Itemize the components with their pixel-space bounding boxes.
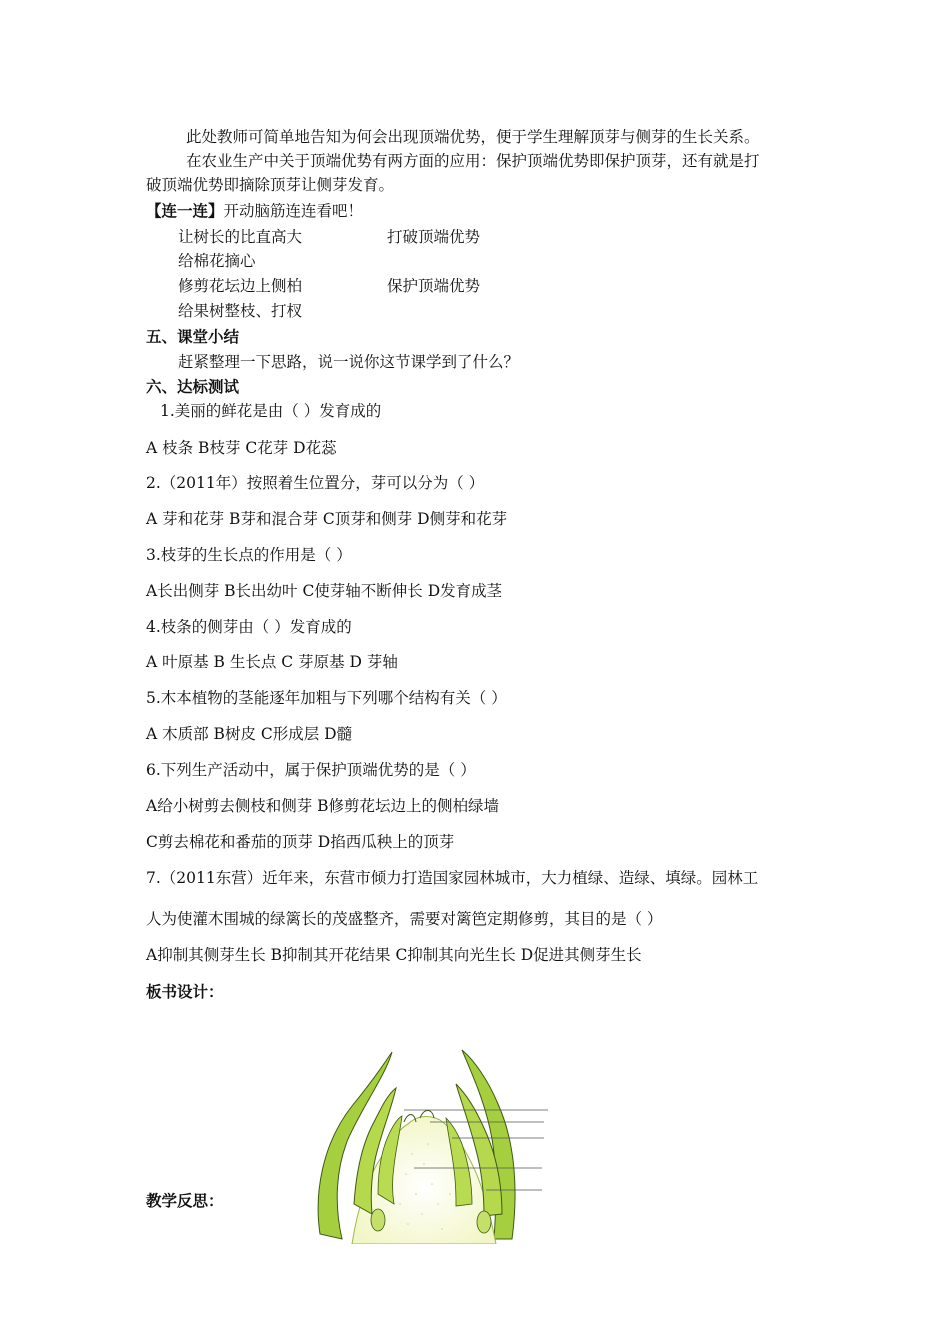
summary-text: 赶紧整理一下思路，说一说你这节课学到了什么？ [178, 353, 520, 371]
question-1-options: A 枝条 B枝芽 C花芽 D花蕊 [146, 439, 337, 457]
lateral-bud-left [371, 1209, 385, 1231]
intro-paragraph-1: 此处教师可简单地告知为何会出现顶端优势，便于学生理解顶芽与侧芽的生长关系。 [186, 128, 760, 146]
match-right-item-2: 保护顶端优势 [387, 277, 481, 295]
question-1: 1.美丽的鲜花是由（ ）发育成的 [160, 402, 382, 420]
question-3: 3.枝芽的生长点的作用是（ ） [146, 546, 352, 564]
teaching-reflection-heading: 教学反思： [146, 1192, 224, 1210]
summary-heading: 五、课堂小结 [146, 328, 240, 346]
intro-paragraph-2-line-2: 破顶端优势即摘除顶芽让侧芽发育。 [146, 176, 395, 194]
test-heading: 六、达标测试 [146, 378, 240, 396]
match-left-item-2: 给棉花摘心 [178, 252, 256, 270]
question-7-line-1: 7.（2011东营）近年来，东营市倾力打造国家园林城市，大力植绿、造绿、填绿。园林工 [146, 869, 759, 887]
match-left-item-1: 让树长的比直高大 [178, 228, 303, 246]
question-2: 2.（2011年）按照着生位置分，芽可以分为（ ） [146, 474, 485, 492]
question-6-options-cd: C剪去棉花和番茄的顶芽 D掐西瓜秧上的顶芽 [146, 833, 455, 851]
lateral-bud-right [477, 1211, 491, 1233]
question-3-options: A长出侧芽 B长出幼叶 C使芽轴不断伸长 D发育成茎 [146, 582, 503, 600]
question-6-options-ab: A给小树剪去侧枝和侧芽 B修剪花坛边上的侧柏绿墙 [146, 797, 500, 815]
matching-heading: 【连一连】 [146, 202, 224, 220]
question-5: 5.木本植物的茎能逐年加粗与下列哪个结构有关（ ） [146, 689, 507, 707]
match-left-item-4: 给果树整枝、打杈 [178, 302, 303, 320]
board-design-heading: 板书设计： [146, 983, 224, 1001]
question-6: 6.下列生产活动中，属于保护顶端优势的是（ ） [146, 761, 476, 779]
question-7-options: A抑制其侧芽生长 B抑制其开花结果 C抑制其向光生长 D促进其侧芽生长 [146, 946, 642, 964]
question-4-options: A 叶原基 B 生长点 C 芽原基 D 芽轴 [146, 653, 398, 671]
match-left-item-3: 修剪花坛边上侧柏 [178, 277, 303, 295]
intro-paragraph-2-line-1: 在农业生产中关于顶端优势有两方面的应用：保护顶端优势即保护顶芽，还有就是打 [186, 152, 760, 170]
bud-longitudinal-section-diagram [312, 1044, 552, 1244]
matching-prompt: 开动脑筋连连看吧！ [223, 202, 364, 220]
question-2-options: A 芽和花芽 B芽和混合芽 C顶芽和侧芽 D侧芽和花芽 [146, 510, 508, 528]
question-7-line-2: 人为使灌木围城的绿篱长的茂盛整齐，需要对篱笆定期修剪，其目的是（ ） [146, 910, 663, 928]
match-right-item-1: 打破顶端优势 [387, 228, 481, 246]
question-5-options: A 木质部 B树皮 C形成层 D髓 [146, 725, 353, 743]
question-4: 4.枝条的侧芽由（ ）发育成的 [146, 618, 352, 636]
matching-exercise-title [146, 200, 363, 222]
